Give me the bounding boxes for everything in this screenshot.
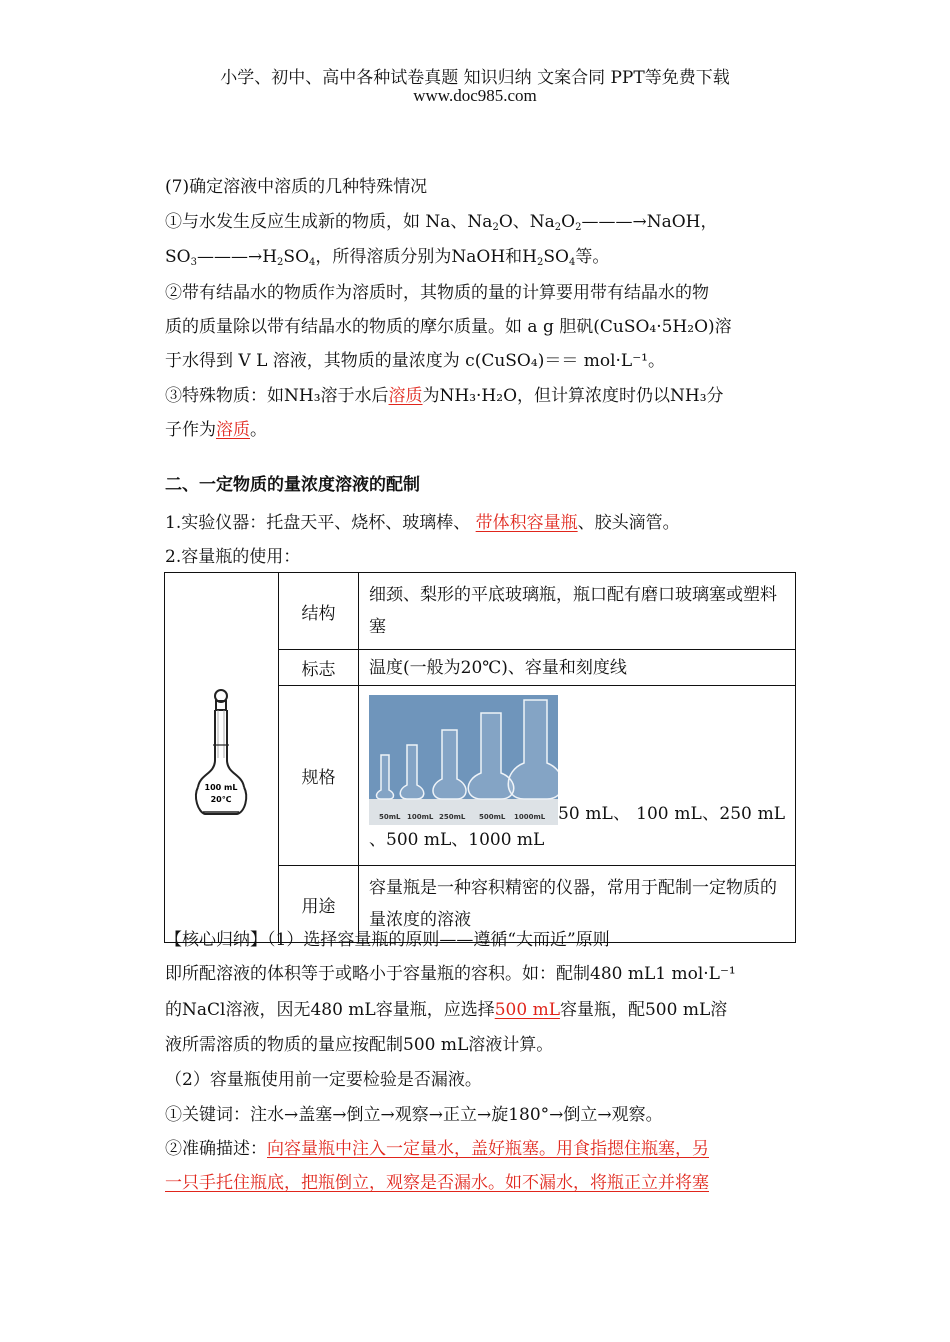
flask-highlight: 带体积容量瓶: [475, 513, 578, 533]
flask-diagram-cell: [165, 573, 279, 943]
summary-line-6: ①关键词：注水→盖塞→倒立→观察→正立→旋180°→倒立→观察。: [165, 1105, 663, 1125]
instruments-line: 1.实验仪器：托盘天平、烧杯、玻璃棒、 带体积容量瓶、胶头滴管。: [165, 513, 680, 533]
photo-label-50: 50mL: [379, 812, 401, 821]
section7-title: (7)确定溶液中溶质的几种特殊情况: [165, 177, 428, 197]
volumetric-flask-icon: [165, 582, 278, 928]
flask-capacity-label: 100 mL: [204, 783, 238, 792]
item3-line2: 子作为溶质。: [165, 420, 267, 440]
row-label-spec: 规格: [279, 686, 359, 866]
summary-line-7: ②准确描述：向容量瓶中注入一定量水，盖好瓶塞。用食指摁住瓶塞，另: [165, 1139, 709, 1159]
spec-line-1: 50 mL、 100 mL、250 mL: [558, 803, 785, 824]
item2-line1: ②带有结晶水的物质作为溶质时，其物质的量的计算要用带有结晶水的物: [165, 283, 709, 303]
photo-label-250: 250mL: [439, 812, 466, 821]
solute-highlight-1: 溶质: [388, 386, 423, 406]
item3-line1: ③特殊物质：如NH₃溶于水后溶质为NH₃·H₂O，但计算浓度时仍以NH₃分: [165, 386, 724, 406]
summary-line-8: [165, 1168, 787, 1193]
header-url: www.doc985.com: [413, 86, 537, 105]
leak-test-description-2: 一只手托住瓶底，把瓶倒立，观察是否漏水。如不漏水，将瓶正立并将塞: [165, 1173, 709, 1193]
row-text-usage: 容量瓶是一种容积精密的仪器，常用于配制一定物质的量浓度的溶液: [359, 866, 796, 943]
row-label-mark: 标志: [279, 650, 359, 686]
section2-heading: 二、一定物质的量浓度溶液的配制: [165, 475, 420, 495]
item1-line1: ①与水发生反应生成新的物质，如 Na、$Na_2O$、$Na_2O_2———\to NaOH$，: [165, 212, 718, 233]
photo-label-1000: 1000mL: [514, 812, 546, 821]
item2-line2: 质的质量除以带有结晶水的物质的摩尔质量。如 a g 胆矾(CuSO₄·5H₂O)溶: [165, 317, 732, 337]
summary-line-3: 的NaCl溶液，因无480 mL容量瓶，应选择500 mL容量瓶，配500 mL溶: [165, 1000, 728, 1020]
photo-label-500: 500mL: [479, 812, 506, 821]
summary-line-5: （2）容量瓶使用前一定要检验是否漏液。: [165, 1070, 482, 1090]
summary-line-4: 液所需溶质的物质的量应按配制500 mL溶液计算。: [165, 1035, 554, 1055]
row-text-mark: 温度(一般为20℃)、容量和刻度线: [359, 650, 796, 686]
leak-test-description-1: 向容量瓶中注入一定量水，盖好瓶塞。用食指摁住瓶塞，另: [267, 1139, 709, 1159]
spec-line-2: 、500 mL、1000 mL: [369, 829, 545, 850]
item2-line3: 于水得到 V L 溶液，其物质的量浓度为 c(CuSO₄)＝＝ mol·L⁻¹。: [165, 351, 665, 371]
header-line-1: 小学、初中、高中各种试卷真题 知识归纳 文案合同 PPT等免费下载: [220, 68, 730, 88]
summary-line-1: 【核心归纳】（1）选择容量瓶的原则——遵循“大而近”原则: [165, 930, 610, 950]
photo-label-100: 100mL: [407, 812, 434, 821]
flask-table: [164, 572, 796, 943]
item1-line2: $SO_3———\to H_2SO_4$，所得溶质分别为NaOH和$H_2SO_4$等。: [165, 247, 610, 268]
row-text-structure: 细颈、梨形的平底玻璃瓶，瓶口配有磨口玻璃塞或塑料塞: [359, 573, 796, 650]
solute-highlight-2: 溶质: [216, 420, 250, 440]
flask-temperature-label: 20℃: [210, 795, 232, 804]
flask-photo: [369, 695, 558, 825]
row-text-spec: [359, 686, 796, 866]
row-label-usage: 用途: [279, 866, 359, 943]
summary-line-2: 即所配溶液的体积等于或略小于容量瓶的容积。如：配制480 mL1 mol·L⁻¹: [165, 964, 736, 984]
volume-500ml-highlight: 500 mL: [494, 1000, 560, 1020]
row-label-structure: 结构: [279, 573, 359, 650]
usage-title: 2.容量瓶的使用：: [165, 547, 301, 567]
